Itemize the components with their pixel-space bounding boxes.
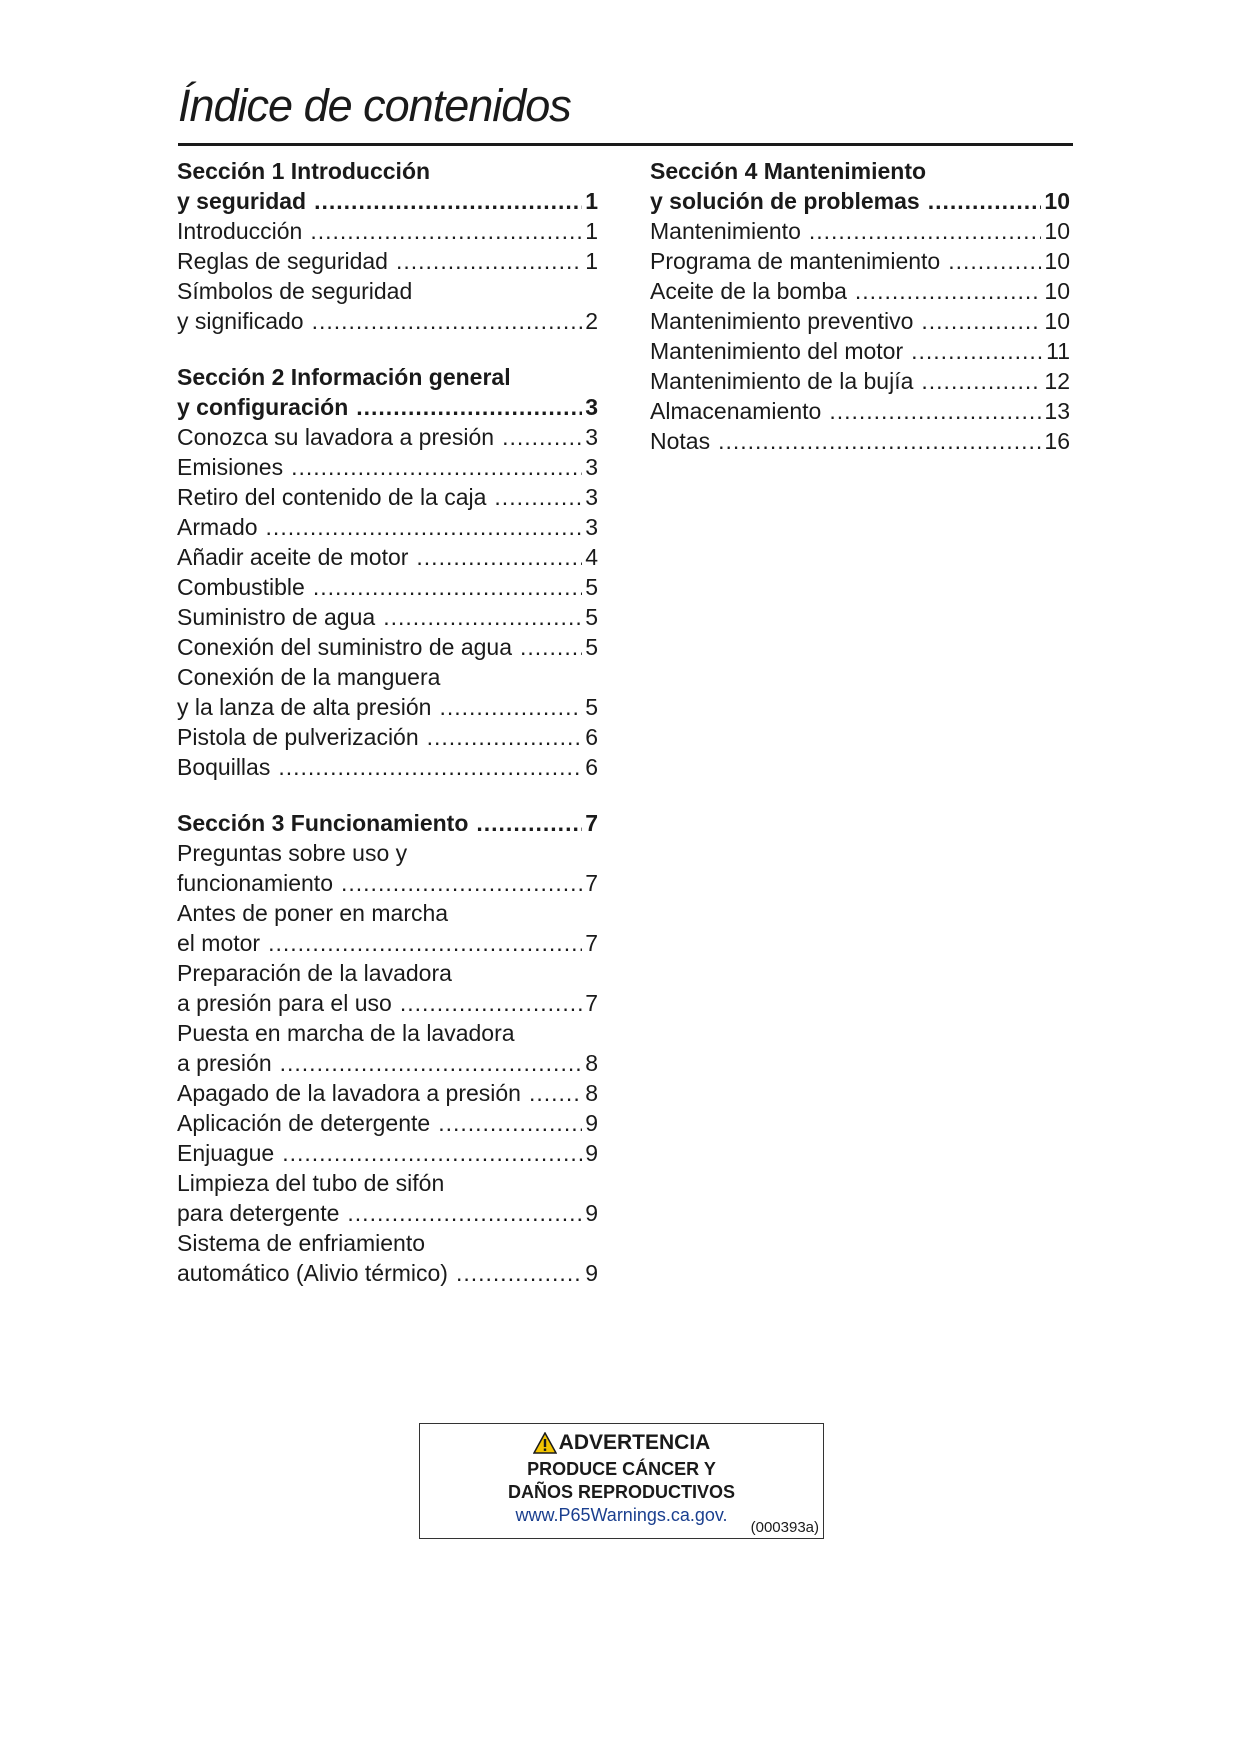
toc-entry-text: Boquillas	[177, 754, 271, 780]
toc-entry-page: 10	[1044, 248, 1070, 274]
dot-leader	[313, 572, 582, 602]
toc-entry[interactable]	[650, 396, 1070, 426]
toc-entry-prefix: Antes de poner en marcha	[177, 900, 449, 926]
dot-leader	[718, 426, 1041, 456]
section-page-number: 10	[1044, 188, 1070, 214]
toc-entry-text: Pistola de pulverización	[177, 724, 419, 750]
dot-leader	[310, 216, 582, 246]
dot-leader	[400, 988, 582, 1018]
toc-entry-page: 7	[585, 930, 598, 956]
dot-leader	[347, 1198, 582, 1228]
toc-entry-text: Programa de mantenimiento	[650, 248, 941, 274]
dot-leader	[356, 392, 582, 422]
toc-entry-page: 5	[585, 634, 598, 660]
toc-entry-page: 9	[585, 1140, 598, 1166]
warning-line-2: DAÑOS REPRODUCTIVOS	[507, 1482, 736, 1502]
toc-entry[interactable]	[650, 246, 1070, 276]
page-title: Índice de contenidos	[178, 80, 571, 131]
toc-entry[interactable]	[177, 928, 598, 958]
toc-section-3	[177, 808, 598, 1288]
toc-entry-text: Introducción	[177, 218, 303, 244]
dot-leader	[341, 868, 582, 898]
toc-entry[interactable]	[177, 1258, 598, 1288]
toc-section-1	[177, 156, 598, 336]
toc-entry[interactable]	[177, 512, 598, 542]
toc-entry-text: Mantenimiento preventivo	[650, 308, 914, 334]
section-title-entry[interactable]	[177, 392, 598, 422]
toc-entry-text: Aplicación de detergente	[177, 1110, 431, 1136]
toc-entry-text: Notas	[650, 428, 711, 454]
dot-leader	[529, 1078, 582, 1108]
toc-entry-text: a presión para el uso	[177, 990, 392, 1016]
toc-entry-page: 8	[585, 1050, 598, 1076]
warning-triangle-icon	[533, 1432, 557, 1454]
dot-leader	[948, 246, 1041, 276]
dot-leader	[278, 752, 582, 782]
toc-entry[interactable]	[177, 572, 598, 602]
dot-leader	[520, 632, 582, 662]
toc-entry[interactable]	[177, 988, 598, 1018]
toc-entry-page: 7	[585, 990, 598, 1016]
toc-entry-page: 3	[585, 424, 598, 450]
toc-entry[interactable]	[177, 722, 598, 752]
toc-entry[interactable]	[650, 366, 1070, 396]
toc-entry-prefix: Puesta en marcha de la lavadora	[177, 1020, 515, 1046]
toc-entry-text: Mantenimiento	[650, 218, 801, 244]
section-page-number: 3	[585, 394, 598, 420]
toc-entry-text: Retiro del contenido de la caja	[177, 484, 487, 510]
section-title-entry[interactable]	[177, 186, 598, 216]
toc-entry[interactable]	[650, 426, 1070, 456]
toc-entry[interactable]	[177, 452, 598, 482]
toc-entry[interactable]	[650, 216, 1070, 246]
section-title-text: Sección 3 Funcionamiento	[177, 810, 469, 836]
dot-leader	[921, 306, 1041, 336]
toc-left-column	[177, 156, 598, 1288]
toc-entry[interactable]	[177, 1048, 598, 1078]
toc-entry-page: 11	[1046, 338, 1070, 364]
toc-entry-text: para detergente	[177, 1200, 340, 1226]
toc-entry-prefix: Símbolos de seguridad	[177, 278, 413, 304]
toc-entry[interactable]	[177, 602, 598, 632]
toc-entry-page: 8	[585, 1080, 598, 1106]
dot-leader	[476, 808, 582, 838]
dot-leader	[502, 422, 582, 452]
toc-entry[interactable]	[177, 1138, 598, 1168]
dot-leader	[494, 482, 582, 512]
section-title-line: Sección 2 Información general	[177, 364, 511, 390]
toc-entry[interactable]	[177, 868, 598, 898]
dot-leader	[383, 602, 582, 632]
toc-entry-text: automático (Alivio térmico)	[177, 1260, 448, 1286]
toc-entry[interactable]	[177, 632, 598, 662]
toc-entry-prefix: Preguntas sobre uso y	[177, 840, 408, 866]
toc-section-2	[177, 362, 598, 782]
dot-leader	[438, 1108, 582, 1138]
toc-entry-text: Almacenamiento	[650, 398, 822, 424]
toc-entry-text: y la lanza de alta presión	[177, 694, 432, 720]
dot-leader	[282, 1138, 582, 1168]
toc-entry[interactable]	[177, 752, 598, 782]
toc-entry-page: 3	[585, 454, 598, 480]
toc-entry-text: Conexión del suministro de agua	[177, 634, 512, 660]
section-title-entry[interactable]	[650, 186, 1070, 216]
toc-entry-page: 13	[1044, 398, 1070, 424]
toc-entry[interactable]	[650, 336, 1070, 366]
toc-entry-page: 4	[585, 544, 598, 570]
warning-heading: ADVERTENCIA	[558, 1431, 711, 1454]
section-title-line: Sección 1 Introducción	[177, 158, 431, 184]
toc-entry[interactable]	[177, 246, 598, 276]
dot-leader	[456, 1258, 582, 1288]
toc-entry-page: 1	[585, 218, 598, 244]
toc-entry-text: funcionamiento	[177, 870, 333, 896]
toc-entry-text: Armado	[177, 514, 258, 540]
toc-entry-page: 9	[585, 1200, 598, 1226]
toc-entry-text: Mantenimiento de la bujía	[650, 368, 914, 394]
dot-leader	[427, 722, 583, 752]
toc-entry-page: 3	[585, 514, 598, 540]
title-divider	[178, 143, 1073, 146]
dot-leader	[809, 216, 1042, 246]
toc-entry-text: Aceite de la bomba	[650, 278, 847, 304]
toc-section-4	[650, 156, 1070, 456]
section-title-text: y solución de problemas	[650, 188, 920, 214]
toc-entry-prefix: Limpieza del tubo de sifón	[177, 1170, 445, 1196]
warning-line-1: PRODUCE CÁNCER Y	[527, 1459, 716, 1479]
toc-entry-text: Suministro de agua	[177, 604, 376, 630]
warning-code: (000393a)	[750, 1519, 819, 1536]
dot-leader	[268, 928, 582, 958]
dot-leader	[291, 452, 582, 482]
toc-entry[interactable]	[650, 276, 1070, 306]
dot-leader	[396, 246, 582, 276]
dot-leader	[855, 276, 1042, 306]
dot-leader	[266, 512, 583, 542]
toc-entry-page: 12	[1044, 368, 1070, 394]
dot-leader	[312, 306, 583, 336]
toc-entry[interactable]	[177, 306, 598, 336]
toc-entry-page: 3	[585, 484, 598, 510]
toc-entry-page: 6	[585, 724, 598, 750]
toc-entry[interactable]	[177, 1108, 598, 1138]
toc-entry-page: 2	[585, 308, 598, 334]
dot-leader	[280, 1048, 583, 1078]
dot-leader	[314, 186, 582, 216]
toc-entry-text: Emisiones	[177, 454, 284, 480]
toc-entry-text: a presión	[177, 1050, 272, 1076]
toc-entry-text: Combustible	[177, 574, 305, 600]
toc-entry[interactable]	[177, 422, 598, 452]
toc-entry-text: Apagado de la lavadora a presión	[177, 1080, 521, 1106]
toc-entry-text: el motor	[177, 930, 261, 956]
toc-entry[interactable]	[177, 216, 598, 246]
toc-entry[interactable]	[177, 542, 598, 572]
section-title-text: y configuración	[177, 394, 349, 420]
section-title-text: y seguridad	[177, 188, 307, 214]
warning-heading-row	[420, 1428, 823, 1458]
toc-entry-page: 9	[585, 1260, 598, 1286]
toc-entry-page: 5	[585, 604, 598, 630]
toc-entry-page: 9	[585, 1110, 598, 1136]
warning-url-link[interactable]: www.P65Warnings.ca.gov.	[515, 1505, 728, 1525]
toc-entry-page: 16	[1044, 428, 1070, 454]
toc-entry-prefix: Sistema de enfriamiento	[177, 1230, 426, 1256]
toc-entry[interactable]	[650, 306, 1070, 336]
section-title-entry[interactable]	[177, 808, 598, 838]
toc-entry[interactable]	[177, 692, 598, 722]
dot-leader	[911, 336, 1043, 366]
dot-leader	[439, 692, 582, 722]
dot-leader	[829, 396, 1041, 426]
toc-entry[interactable]	[177, 482, 598, 512]
section-page-number: 7	[585, 810, 598, 836]
toc-entry-page: 5	[585, 694, 598, 720]
toc-entry-page: 10	[1044, 278, 1070, 304]
section-title-line: Sección 4 Mantenimiento	[650, 158, 927, 184]
toc-entry-page: 7	[585, 870, 598, 896]
toc-entry-text: Añadir aceite de motor	[177, 544, 409, 570]
toc-entry[interactable]	[177, 1078, 598, 1108]
toc-entry-prefix: Preparación de la lavadora	[177, 960, 452, 986]
toc-entry-text: Mantenimiento del motor	[650, 338, 904, 364]
dot-leader	[928, 186, 1042, 216]
toc-entry-text: Conozca su lavadora a presión	[177, 424, 495, 450]
toc-entry-page: 5	[585, 574, 598, 600]
dot-leader	[921, 366, 1041, 396]
prop65-warning-box	[419, 1423, 824, 1539]
toc-entry-prefix: Conexión de la manguera	[177, 664, 441, 690]
toc-entry-text: Reglas de seguridad	[177, 248, 388, 274]
toc-entry-page: 6	[585, 754, 598, 780]
toc-entry-page: 1	[585, 248, 598, 274]
toc-right-column	[650, 156, 1070, 456]
toc-entry-text: y significado	[177, 308, 304, 334]
toc-entry-text: Enjuague	[177, 1140, 275, 1166]
toc-entry-page: 10	[1044, 218, 1070, 244]
toc-entry[interactable]	[177, 1198, 598, 1228]
toc-entry-page: 10	[1044, 308, 1070, 334]
dot-leader	[416, 542, 582, 572]
section-page-number: 1	[585, 188, 598, 214]
